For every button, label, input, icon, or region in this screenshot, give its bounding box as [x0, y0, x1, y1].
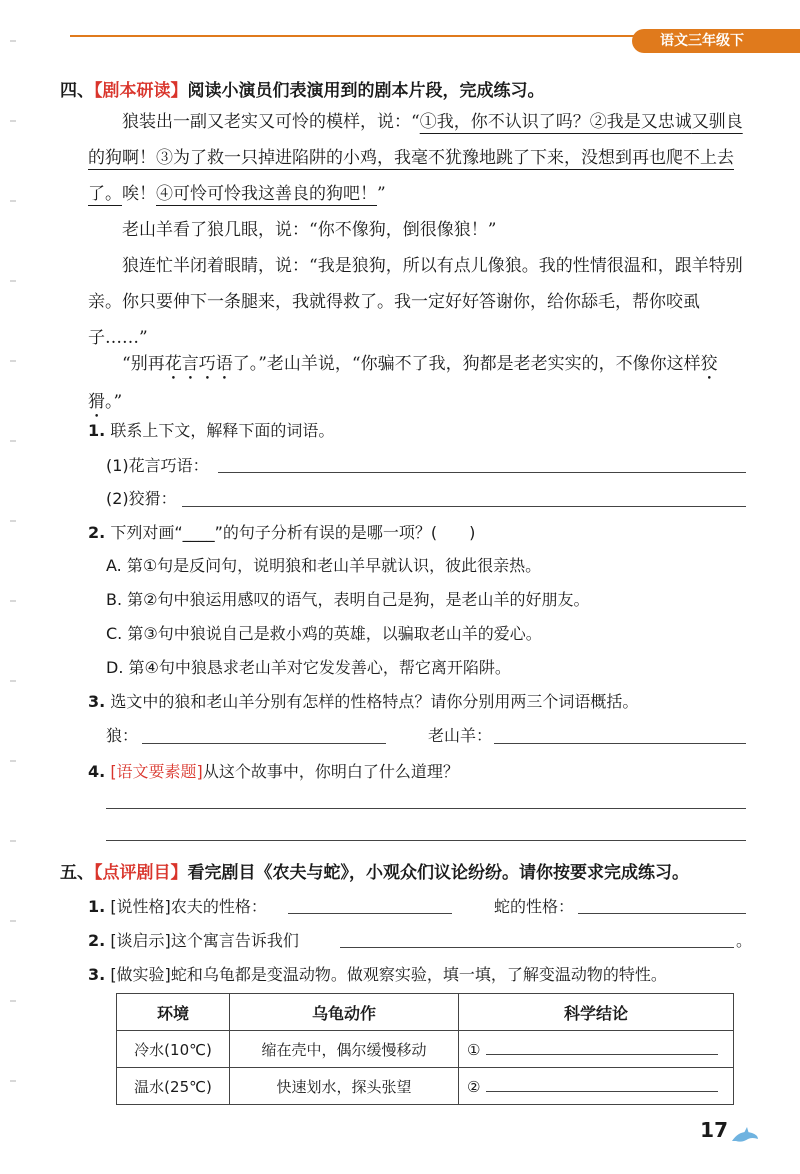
q1-b-label: (2)狡猾：	[106, 489, 177, 508]
q1-a-answer-line[interactable]	[218, 472, 746, 473]
passage-paragraph-4	[88, 346, 748, 422]
section4-heading	[60, 76, 545, 101]
underlined-sentence-2: 又驯良的狗啊！③为了救一只掉进陷阱的小鸡，我毫不犹豫地跳了下来，没想到	[88, 112, 743, 168]
s5-q1-snake-label: 蛇的性格：	[494, 897, 575, 916]
s4-question-4	[88, 759, 459, 782]
cell-env-cold: 冷水(10℃)	[117, 1031, 230, 1068]
s5-q3-num: 3.	[88, 965, 106, 984]
cell-action-cold: 缩在壳中，偶尔缓慢移动	[230, 1031, 459, 1068]
q3-goat-answer-line[interactable]	[494, 743, 746, 744]
conclusion-2-answer-line[interactable]	[486, 1077, 718, 1092]
s5-q1-tag: [说性格]	[110, 897, 171, 916]
s4-question-3	[88, 689, 638, 712]
experiment-table	[116, 993, 734, 1105]
table-header-row	[117, 994, 734, 1031]
cell-env-warm: 温水(25℃)	[117, 1068, 230, 1105]
passage-paragraph-1	[88, 104, 748, 212]
cell-action-warm: 快速划水，探头张望	[230, 1068, 459, 1105]
q4-num: 4.	[88, 762, 106, 781]
section4-tag: 【剧本研读】	[94, 81, 188, 101]
page-number: 17	[700, 1118, 728, 1142]
conclusion-2-marker: ②	[467, 1077, 481, 1096]
table-row	[117, 1068, 734, 1105]
dotted-word-jiaohua: 狡猾	[88, 354, 718, 412]
snake-trait-answer-line[interactable]	[578, 913, 746, 914]
section5-number: 五、	[60, 863, 94, 883]
s5-question-3	[88, 962, 667, 985]
p4-text-c: 。”	[105, 392, 123, 412]
header-turtle-action: 乌龟动作	[230, 994, 459, 1031]
cell-conclusion-1[interactable]	[459, 1031, 734, 1068]
s5-q2-text: 这个寓言告诉我们	[170, 931, 299, 950]
q3-num: 3.	[88, 692, 106, 711]
q2-option-b[interactable]: B. 第②句中狼运用感叹的语气，表明自己是狗，是老山羊的好朋友。	[106, 590, 590, 609]
q2-num: 2.	[88, 523, 106, 542]
s5-q2-end: 。	[736, 931, 753, 950]
q3-wolf-answer-line[interactable]	[142, 743, 386, 744]
p1-text: 狼装出一副又老实又可怜的模样，说：“	[122, 112, 420, 132]
dolphin-icon	[730, 1125, 760, 1147]
p1-end: ”	[377, 184, 386, 204]
cell-conclusion-2[interactable]	[459, 1068, 734, 1105]
s5-q3-tag: [做实验]	[110, 965, 171, 984]
header-conclusion: 科学结论	[459, 994, 734, 1031]
farmer-trait-answer-line[interactable]	[288, 913, 452, 914]
q2-option-c[interactable]: C. 第③句中狼说自己是救小鸡的英雄，以骗取老山羊的爱心。	[106, 624, 542, 643]
s5-question-1	[88, 894, 267, 917]
s4-question-2	[88, 520, 475, 543]
s5-q3-text: 蛇和乌龟都是变温动物。做观察实验，填一填，了解变温动物的特性。	[170, 965, 667, 984]
q3-wolf-label: 狼：	[106, 726, 139, 745]
s5-question-2	[88, 928, 299, 951]
q1-num: 1.	[88, 421, 106, 440]
table-row	[117, 1031, 734, 1068]
q1-text: 联系上下文，解释下面的词语。	[110, 421, 335, 440]
passage-paragraph-2: 老山羊看了狼几眼，说：“你不像狗，倒很像狼！”	[122, 220, 497, 240]
q2-option-a[interactable]: A. 第①句是反问句，说明狼和老山羊早就认识，彼此很亲热。	[106, 556, 542, 575]
s5-q1-farmer-label: 农夫的性格：	[170, 897, 267, 916]
underlined-sentence-3: 再也爬不上去了。	[88, 148, 734, 204]
section5-instruction: 看完剧目《农夫与蛇》，小观众们议论纷纷。请你按要求完成练习。	[187, 863, 689, 883]
passage-paragraph-3: 狼连忙半闭着眼睛，说：“我是狼狗，所以有点儿像狼。我的性情很温和，跟羊特别亲。你只要伸下一条腿来，我就得救了。我一定好好答谢你，给你舔毛，帮你咬虱子……”	[88, 256, 743, 348]
q3-goat-label: 老山羊：	[428, 726, 493, 745]
conclusion-1-answer-line[interactable]	[486, 1040, 718, 1055]
section4-number: 四、	[60, 81, 94, 101]
underlined-sentence-1: ①我，你不认识了吗？②我是又忠诚	[419, 112, 692, 132]
underlined-sentence-4: ④可怜可怜我这善良的狗吧！	[156, 184, 377, 204]
p4-text-b: 了。”老山羊说，“你骗不了我，狗都是老老实实的，不像你这样	[232, 354, 701, 374]
s5-q2-num: 2.	[88, 931, 106, 950]
q4-text: 从这个故事中，你明白了什么道理？	[202, 762, 459, 781]
q2-text: 下列对画“____”的句子分析有误的是哪一项？( )	[110, 523, 476, 542]
grade-tag: 语文三年级下	[632, 29, 800, 53]
q1-b-answer-line[interactable]	[182, 506, 746, 507]
q4-answer-line-2[interactable]	[106, 840, 746, 841]
binding-margin	[10, 0, 16, 1174]
dotted-word-huayan: 花言巧语	[164, 354, 233, 374]
section4-instruction: 阅读小演员们表演用到的剧本片段，完成练习。	[187, 81, 545, 101]
q1-a-label: (1)花言巧语：	[106, 456, 209, 475]
section5-tag: 【点评剧目】	[94, 863, 188, 883]
q4-answer-line-1[interactable]	[106, 808, 746, 809]
s5-q2-tag: [谈启示]	[110, 931, 171, 950]
q3-text: 选文中的狼和老山羊分别有怎样的性格特点？请你分别用两三个词语概括。	[110, 692, 639, 711]
moral-answer-line[interactable]	[340, 947, 734, 948]
s5-q1-num: 1.	[88, 897, 106, 916]
conclusion-1-marker: ①	[467, 1040, 481, 1059]
s4-question-1	[88, 418, 334, 441]
p1-sigh: 唉！	[122, 184, 156, 204]
section5-heading	[60, 858, 689, 883]
p4-text-a: “别再	[122, 354, 165, 374]
header-environment: 环境	[117, 994, 230, 1031]
q2-option-d[interactable]: D. 第④句中狼恳求老山羊对它发发善心，帮它离开陷阱。	[106, 658, 511, 677]
q4-tag: [语文要素题]	[110, 762, 203, 781]
